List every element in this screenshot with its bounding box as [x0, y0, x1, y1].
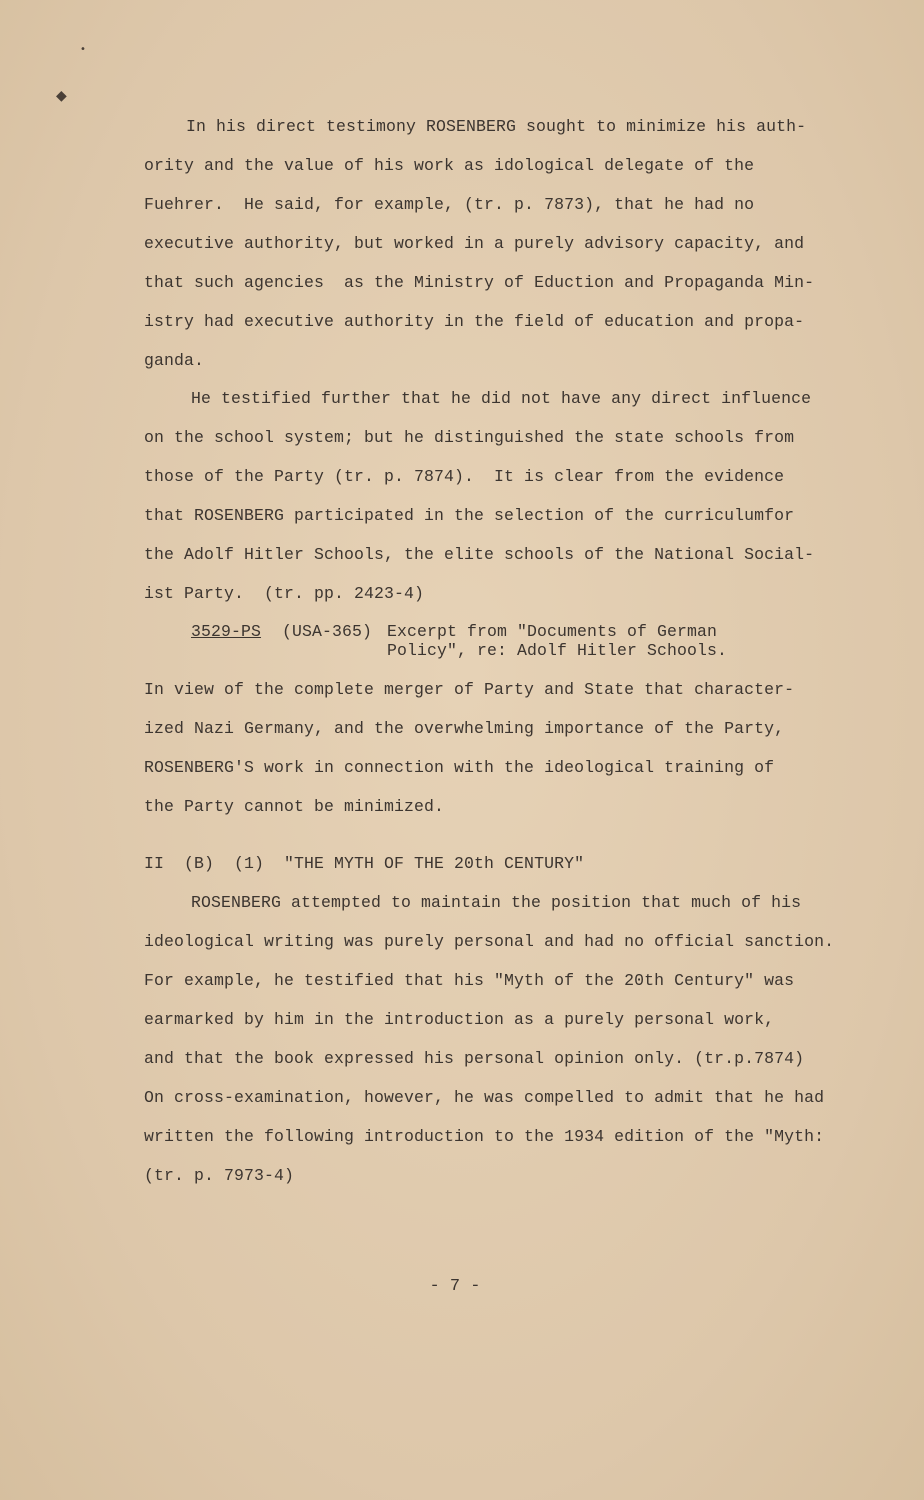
text-line: In his direct testimony ROSENBERG sought to minimize his auth-	[186, 117, 807, 136]
text-line: ist Party. (tr. pp. 2423-4)	[144, 584, 425, 603]
exhibit-description: Excerpt from "Documents of German	[387, 622, 718, 641]
text-line: that ROSENBERG participated in the selection of the curriculumfor	[144, 506, 795, 525]
text-line: ority and the value of his work as idological delegate of the	[144, 156, 755, 175]
text-line: that such agencies as the Ministry of Eduction and Propaganda Min-	[144, 273, 815, 292]
text-line: the Party cannot be minimized.	[144, 797, 445, 816]
text-line: and that the book expressed his personal opinion only. (tr.p.7874)	[144, 1049, 805, 1068]
text-line: ROSENBERG'S work in connection with the ideological training of	[144, 758, 775, 777]
text-line: ganda.	[144, 351, 205, 370]
exhibit-doc-number: 3529-PS	[191, 622, 262, 641]
text-line: ROSENBERG attempted to maintain the position that much of his	[191, 893, 802, 912]
exhibit-description: Policy", re: Adolf Hitler Schools.	[387, 641, 728, 660]
text-line: executive authority, but worked in a purely advisory capacity, and	[144, 234, 805, 253]
ink-speck-mark: •	[80, 44, 86, 55]
text-line: the Adolf Hitler Schools, the elite schools of the National Social-	[144, 545, 815, 564]
text-line: istry had executive authority in the field of education and propa-	[144, 312, 805, 331]
text-line: ized Nazi Germany, and the overwhelming importance of the Party,	[144, 719, 785, 738]
exhibit-number: (USA-365)	[282, 622, 373, 641]
text-line: ideological writing was purely personal and had no official sanction.	[144, 932, 835, 951]
text-line: He testified further that he did not have any direct influence	[191, 389, 812, 408]
text-line: In view of the complete merger of Party and State that character-	[144, 680, 795, 699]
text-line: (tr. p. 7973-4)	[144, 1166, 295, 1185]
page-number: - 7 -	[429, 1277, 481, 1296]
text-line: Fuehrer. He said, for example, (tr. p. 7873), that he had no	[144, 195, 755, 214]
text-line: earmarked by him in the introduction as a purely personal work,	[144, 1010, 775, 1029]
text-line: written the following introduction to the 1934 edition of the "Myth:	[144, 1127, 825, 1146]
text-line: For example, he testified that his "Myth of the 20th Century" was	[144, 971, 795, 990]
text-line: On cross-examination, however, he was compelled to admit that he had	[144, 1088, 825, 1107]
text-line: those of the Party (tr. p. 7874). It is clear from the evidence	[144, 467, 785, 486]
text-line: on the school system; but he distinguished the state schools from	[144, 428, 795, 447]
section-heading: II (B) (1) "THE MYTH OF THE 20th CENTURY"	[144, 854, 585, 873]
punch-hole-mark: ◆	[56, 88, 67, 104]
